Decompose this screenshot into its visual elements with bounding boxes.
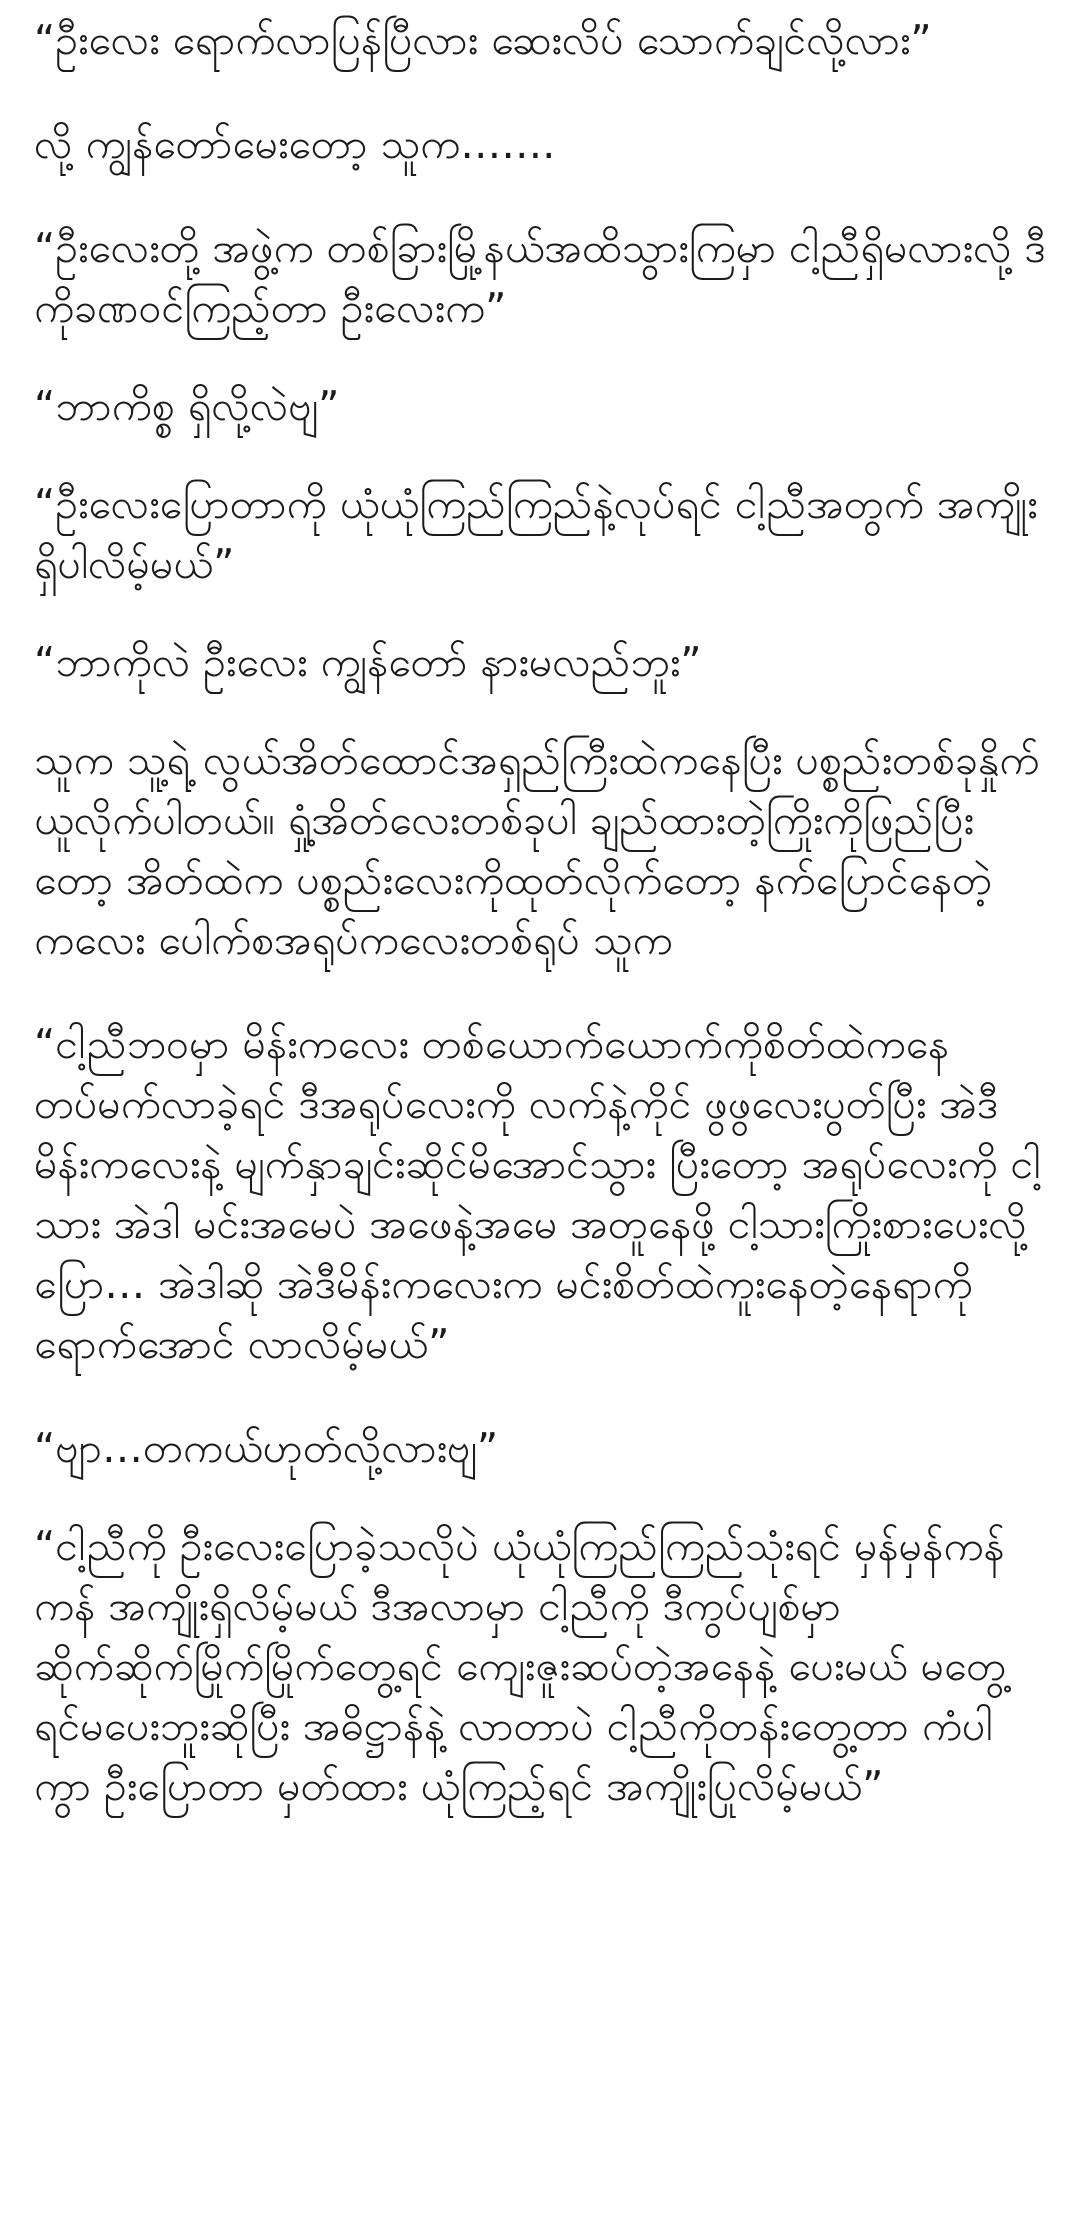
paragraph-1: “ဦးလေး ရောက်လာပြန်ပြီလား ဆေးလိပ် သောက်ချင်လို့လား” [34, 16, 932, 64]
paragraph-6: “ဘာကိုလဲ ဦးလေး ကျွန်တော် နားမလည်ဘူး” [34, 638, 702, 686]
paragraph-9: “ဗျာ…တကယ်ဟုတ်လို့လားဗျ” [34, 1424, 499, 1472]
paragraph-10: “ငါ့ညီကို ဦးလေးပြောခဲ့သလိုပဲ ယုံယုံကြည်ကြည်သုံးရင် မှန်မှန်ကန်ကန် အကျိုးရှိလိမ့်မယ် ဒီအလာမှာ ငါ့ညီကို ဒီကွပ်ပျစ်မှာ ဆိုက်ဆိုက်မြိုက်မြိုက်တွေ့ရင် ကျေးဇူးဆပ်တဲ့အနေနဲ့ ပေးမယ် မတွေ့ရင်မပေးဘူးဆိုပြီး အဓိဋ္ဌာန်နဲ့ လာတာပဲ ငါ့ညီကိုတန်းတွေ့တာ ကံပါကွာ ဦးပြောတာ မှတ်ထား ယုံကြည့်ရင် အကျိုးပြုလိမ့်မယ်” [34, 1522, 1007, 1810]
paragraph-5: “ဦးလေးပြောတာကို ယုံယုံကြည်ကြည်နဲ့လုပ်ရင် ငါ့ညီအတွက် အကျိုးရှိပါလိမ့်မယ်” [34, 480, 1038, 588]
paragraph-2: လို့ ကျွန်တော်မေးတော့ သူက……. [34, 120, 556, 168]
paragraph-3: “ဦးလေးတို့ အဖွဲ့က တစ်ခြားမြို့နယ်အထိသွားကြမှာ ငါ့ညီရှိမလားလို့ ဒီကိုခဏဝင်ကြည့်တာ ဦးလေးက” [34, 224, 1046, 332]
paragraph-7: သူက သူ့ရဲ့ လွယ်အိတ်ထောင်အရှည်ကြီးထဲကနေပြီး ပစ္စည်းတစ်ခုနှိုက်ယူလိုက်ပါတယ်။ ရှုံ့အိတ်လေးတစ်ခုပါ ချည်ထားတဲ့ကြိုးကိုဖြည်ပြီးတော့ အိတ်ထဲက ပစ္စည်းလေးကိုထုတ်လိုက်တော့ နက်ပြောင်နေတဲ့ ကလေး ပေါက်စအရုပ်ကလေးတစ်ရုပ် သူက [34, 736, 1040, 964]
paragraph-4: “ဘာကိစ္စ ရှိလို့လဲဗျ” [34, 382, 340, 430]
paragraph-8: “ငါ့ညီဘဝမှာ မိန်းကလေး တစ်ယောက်ယောက်ကိုစိတ်ထဲကနေ တပ်မက်လာခဲ့ရင် ဒီအရုပ်လေးကို လက်နဲ့ကိုင် ဖွဖွလေးပွတ်ပြီး အဲဒီမိန်းကလေးနဲ့ မျက်နှာချင်းဆိုင်မိအောင်သွား ပြီးတော့ အရုပ်လေးကို ငါ့သား အဲဒါ မင်းအမေပဲ အဖေနဲ့အမေ အတူနေဖို့ ငါ့သားကြိုးစားပေးလို့ ပြော… အဲဒါဆို အဲဒီမိန်းကလေးက မင်းစိတ်ထဲကူးနေတဲ့နေရာကို ရောက်အောင် လာလိမ့်မယ်” [34, 1020, 1041, 1368]
